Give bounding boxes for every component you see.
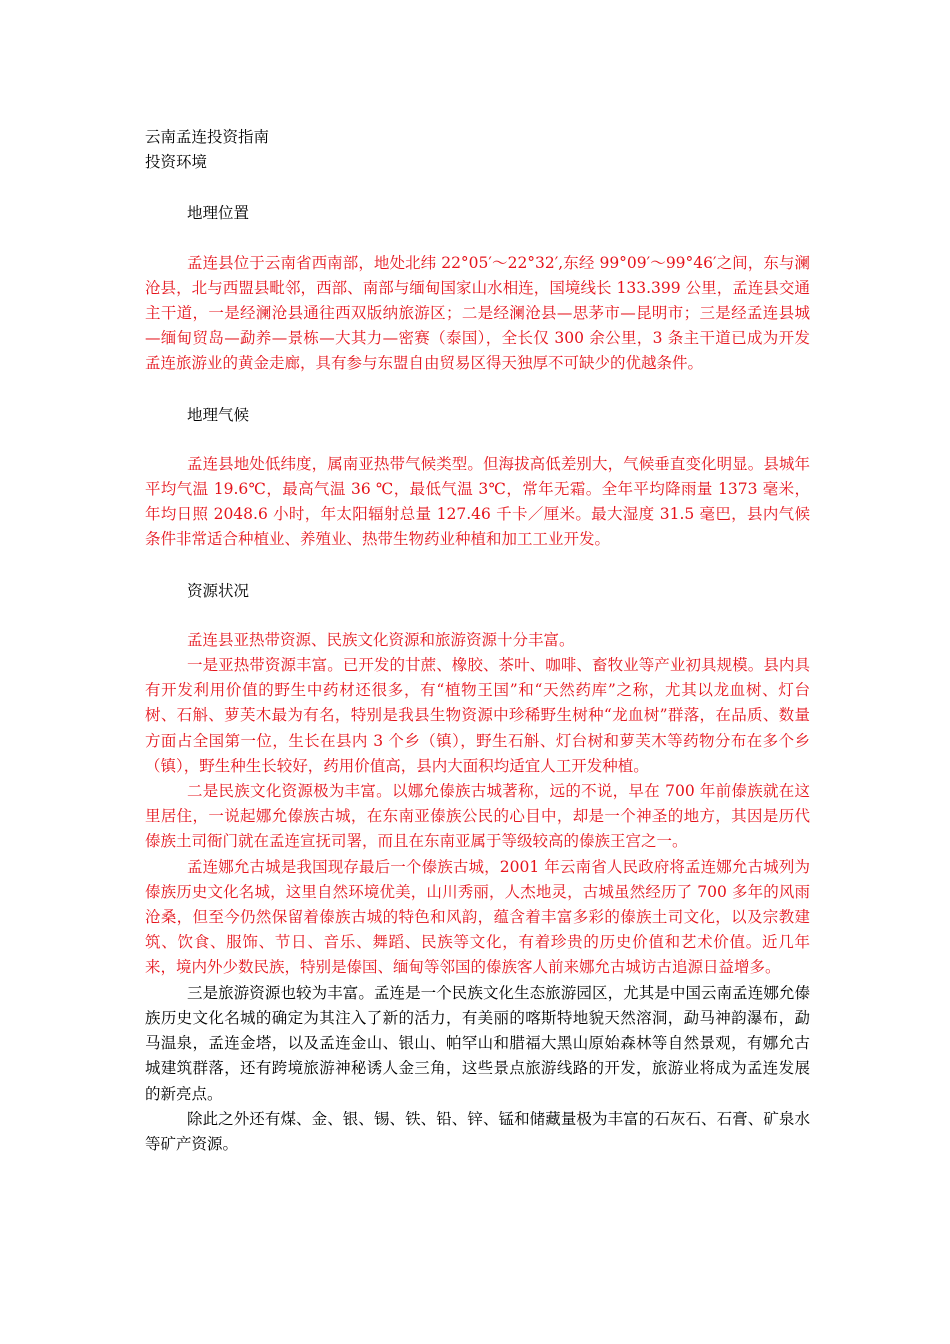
doc-title: 云南孟连投资指南 [145,128,270,146]
section-heading-geo: 地理位置 [187,204,250,223]
resources-paragraph-tourism: 三是旅游资源也较为丰富。孟连是一个民族文化生态旅游园区，尤其是中国云南孟连娜允傣族历史文化名城的确定为其注入了新的活力，有美丽的喀斯特地貌天然溶洞，勐马神韵瀑布，勐马温泉，孟连金塔，以及孟连金山、银山、帕罕山和腊福大黑山原始森林等自然景观，有娜允古城建筑群落，还有跨境旅游神秘诱人金三角，这些景点旅游线路的开发，旅游业将成为孟连发展的新亮点。 [145,983,810,1103]
document-page [145,125,810,1157]
resources-paragraph-subtropical: 一是亚热带资源丰富。已开发的甘蔗、橡胶、茶叶、咖啡、畜牧业等产业初具规模。县内具有开发利用价值的野生中药材还很多，有“植物王国”和“天然药库”之称，尤其以龙血树、灯台树、石斛、萝芙木最为有名，特别是我县生物资源中珍稀野生树种“龙血树”群落，在品质、数量方面占全国第一位，生长在县内 3 个乡（镇），野生石斛、灯台树和萝芙木等药物分布在多个乡（镇），野生种生长较好，药用价值高，县内大面积均适宜人工开发种植。 [145,656,810,775]
section-heading-resources: 资源状况 [187,581,250,600]
resources-paragraph-old-town: 孟连娜允古城是我国现存最后一个傣族古城，2001 年云南省人民政府将孟连娜允古城列为傣族历史文化名城，这里自然环境优美，山川秀丽，人杰地灵，古城虽然经历了 700 多年的风雨沧桑，但至今仍然保留着傣族古城的特色和风韵，蕴含着丰富多彩的傣族土司文化，以及宗教建筑、饮食、服饰、节日、音乐、舞蹈、民族等文化，有着珍贵的历史价值和艺术价值。近几年来，境内外少数民族，特别是傣国、缅甸等邻国的傣族客人前来娜允古城访古追源日益增多。 [145,857,810,977]
resources-intro: 孟连县亚热带资源、民族文化资源和旅游资源十分丰富。 [187,630,575,649]
resources-paragraph-minerals: 除此之外还有煤、金、银、锡、铁、铅、锌、锰和储藏量极为丰富的石灰石、石膏、矿泉水等矿产资源。 [145,1109,810,1153]
section-heading-climate: 地理气候 [187,405,250,424]
geo-paragraph: 孟连县位于云南省西南部，地处北纬 22°05′～22°32′,东经 99°09′～99°46′之间，东与澜沧县，北与西盟县毗邻，西部、南部与缅甸国家山水相连，国境线长 133.399 公里，孟连县交通主干道，一是经澜沧县通往西双版纳旅游区；二是经澜沧县—思茅市—昆明市；三是经孟连县城—缅甸贸岛—勐养—景栋—大其力—密赛（泰国），全长仅 300 余公里，3 条主干道已成为开发孟连旅游业的黄金走廊，具有参与东盟自由贸易区得天独厚不可缺少的优越条件。 [145,253,810,373]
doc-subtitle: 投资环境 [145,153,208,172]
resources-paragraph-culture: 二是民族文化资源极为丰富。以娜允傣族古城著称，远的不说，早在 700 年前傣族就在这里居住，一说起娜允傣族古城，在东南亚傣族公民的心目中，却是一个神圣的地方，其因是历代傣族土司衙门就在孟连宣抚司署，而且在东南亚属于等级较高的傣族王宫之一。 [145,782,810,851]
climate-paragraph: 孟连县地处低纬度，属南亚热带气候类型。但海拔高低差别大，气候垂直变化明显。县城年平均气温 19.6℃，最高气温 36 ℃，最低气温 3℃，常年无霜。全年平均降雨量 1373 毫米，年均日照 2048.6 小时，年太阳辐射总量 127.46 千卡／厘米。最大湿度 31.5 毫巴，县内气候条件非常适合种植业、养殖业、热带生物药业种植和加工工业开发。 [145,454,810,549]
